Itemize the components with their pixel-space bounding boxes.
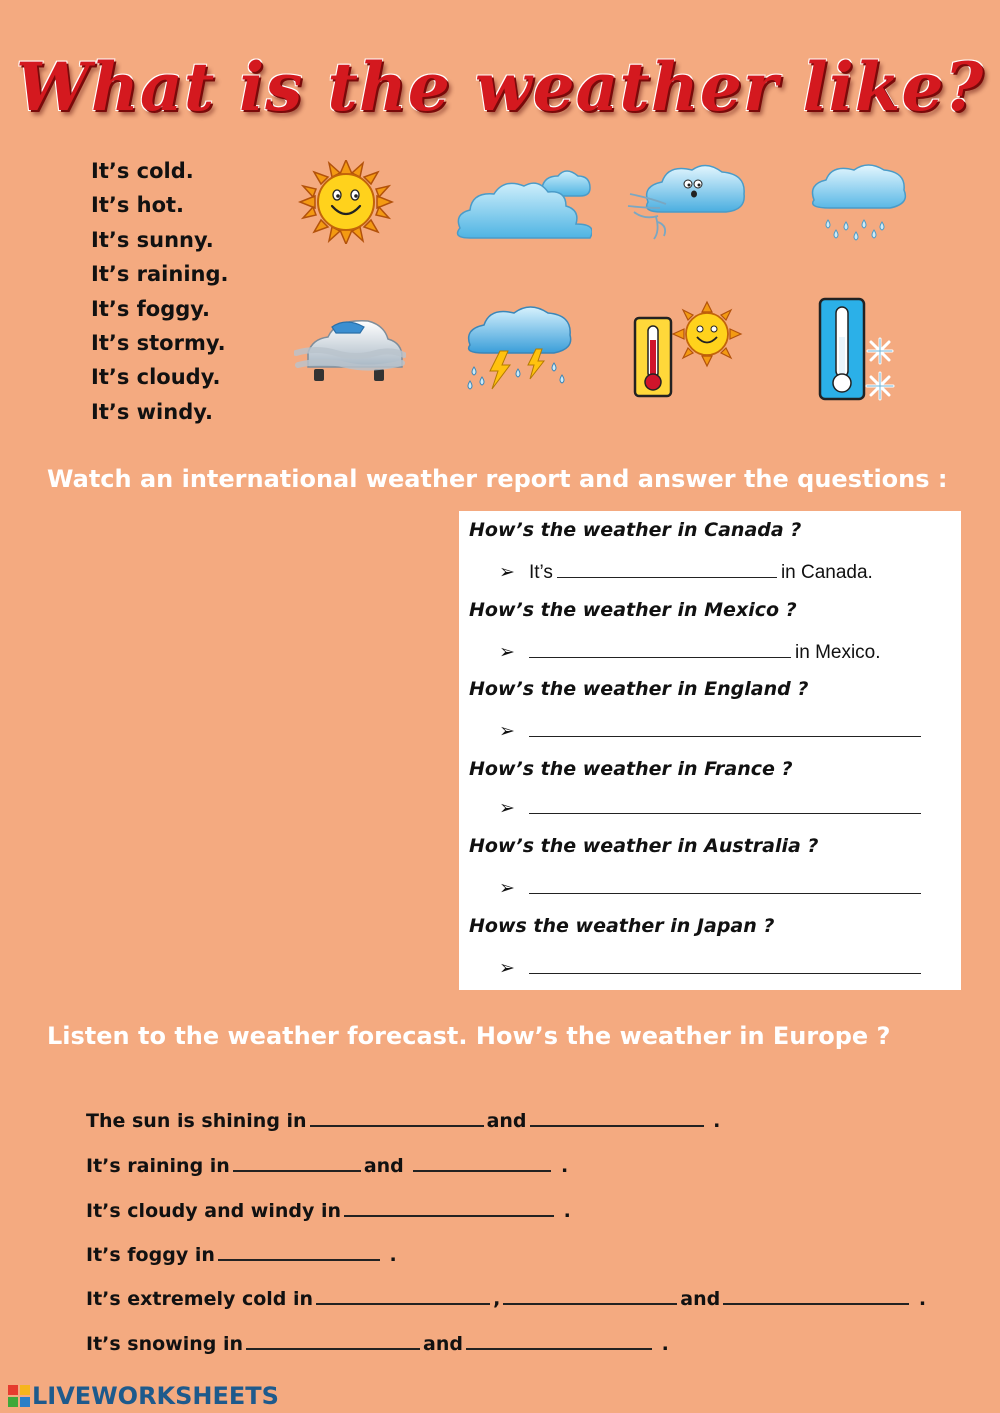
question-box bbox=[459, 511, 961, 990]
arrow-bullet-icon: ➢ bbox=[499, 798, 515, 819]
question-australia: How’s the weather in Australia ? bbox=[469, 835, 819, 857]
phrase-item: It’s foggy. bbox=[91, 296, 211, 321]
phrase-item: It’s cold. bbox=[91, 159, 194, 183]
rain-cloud-icon[interactable] bbox=[806, 164, 910, 246]
answer-france bbox=[499, 797, 925, 820]
answer-field-england[interactable] bbox=[529, 720, 921, 737]
clouds-icon[interactable] bbox=[454, 168, 592, 244]
answer-field-canada[interactable] bbox=[557, 561, 777, 578]
blank-field[interactable] bbox=[316, 1285, 490, 1305]
section-heading-forecast: Listen to the weather forecast. How’s the weather in Europe ? bbox=[47, 1022, 891, 1050]
blank-field[interactable] bbox=[218, 1241, 380, 1261]
arrow-bullet-icon: ➢ bbox=[499, 878, 515, 899]
sentence-cloudy-windy: It’s cloudy and windy in . bbox=[86, 1197, 571, 1222]
blank-field[interactable] bbox=[503, 1285, 677, 1305]
question-canada: How’s the weather in Canada ? bbox=[469, 519, 802, 541]
weather-phrase-list bbox=[91, 154, 228, 429]
phrase-item: It’s hot. bbox=[91, 193, 185, 218]
phrase-item: It’s sunny. bbox=[91, 227, 214, 252]
answer-field-mexico[interactable] bbox=[529, 641, 791, 658]
arrow-bullet-icon: ➢ bbox=[499, 562, 515, 583]
blank-field[interactable] bbox=[466, 1330, 652, 1350]
sentence-snowing: It’s snowing in and . bbox=[86, 1330, 669, 1355]
video-placeholder[interactable] bbox=[47, 512, 442, 987]
arrow-bullet-icon: ➢ bbox=[499, 642, 515, 663]
windy-cloud-icon[interactable] bbox=[626, 162, 750, 244]
storm-icon[interactable] bbox=[460, 305, 580, 395]
blank-field[interactable] bbox=[530, 1107, 704, 1127]
phrase-item: It’s cloudy. bbox=[91, 365, 221, 390]
answer-mexico: ➢ in Mexico. bbox=[499, 642, 881, 663]
liveworksheets-logo-icon bbox=[8, 1385, 30, 1407]
phrase-item: It’s windy. bbox=[91, 399, 213, 424]
arrow-bullet-icon: ➢ bbox=[499, 958, 515, 979]
question-france: How’s the weather in France ? bbox=[469, 758, 793, 780]
sentence-raining: It’s raining in and . bbox=[86, 1152, 568, 1177]
sentence-sunny: The sun is shining in and . bbox=[86, 1107, 720, 1132]
arrow-bullet-icon: ➢ bbox=[499, 721, 515, 742]
blank-field[interactable] bbox=[723, 1285, 909, 1305]
blank-field[interactable] bbox=[233, 1152, 361, 1172]
question-england: How’s the weather in England ? bbox=[469, 678, 809, 700]
page-title: What is the weather like? bbox=[15, 48, 985, 126]
blank-field[interactable] bbox=[246, 1330, 420, 1350]
answer-field-australia[interactable] bbox=[529, 877, 921, 894]
cold-thermometer-icon[interactable] bbox=[818, 297, 902, 403]
sun-icon[interactable] bbox=[296, 160, 396, 244]
answer-field-france[interactable] bbox=[529, 797, 921, 814]
blank-field[interactable] bbox=[310, 1107, 484, 1127]
foggy-car-icon[interactable] bbox=[294, 313, 406, 385]
answer-australia bbox=[499, 877, 925, 900]
question-japan: Hows the weather in Japan ? bbox=[469, 915, 775, 937]
phrase-item: It’s raining. bbox=[91, 262, 229, 287]
question-mexico: How’s the weather in Mexico ? bbox=[469, 599, 797, 621]
answer-field-japan[interactable] bbox=[529, 957, 921, 974]
answer-england bbox=[499, 720, 925, 743]
blank-field[interactable] bbox=[413, 1152, 551, 1172]
hot-thermometer-icon[interactable] bbox=[631, 300, 745, 400]
blank-field[interactable] bbox=[344, 1197, 554, 1217]
liveworksheets-logo[interactable]: LIVEWORKSHEETS bbox=[8, 1382, 279, 1410]
answer-japan bbox=[499, 957, 925, 980]
answer-canada: ➢ It’s in Canada. bbox=[499, 562, 873, 583]
sentence-extremely-cold: It’s extremely cold in , and . bbox=[86, 1285, 926, 1310]
section-heading-report: Watch an international weather report and answer the questions : bbox=[47, 465, 948, 493]
phrase-item: It’s stormy. bbox=[91, 331, 226, 356]
sentence-foggy: It’s foggy in . bbox=[86, 1241, 397, 1266]
